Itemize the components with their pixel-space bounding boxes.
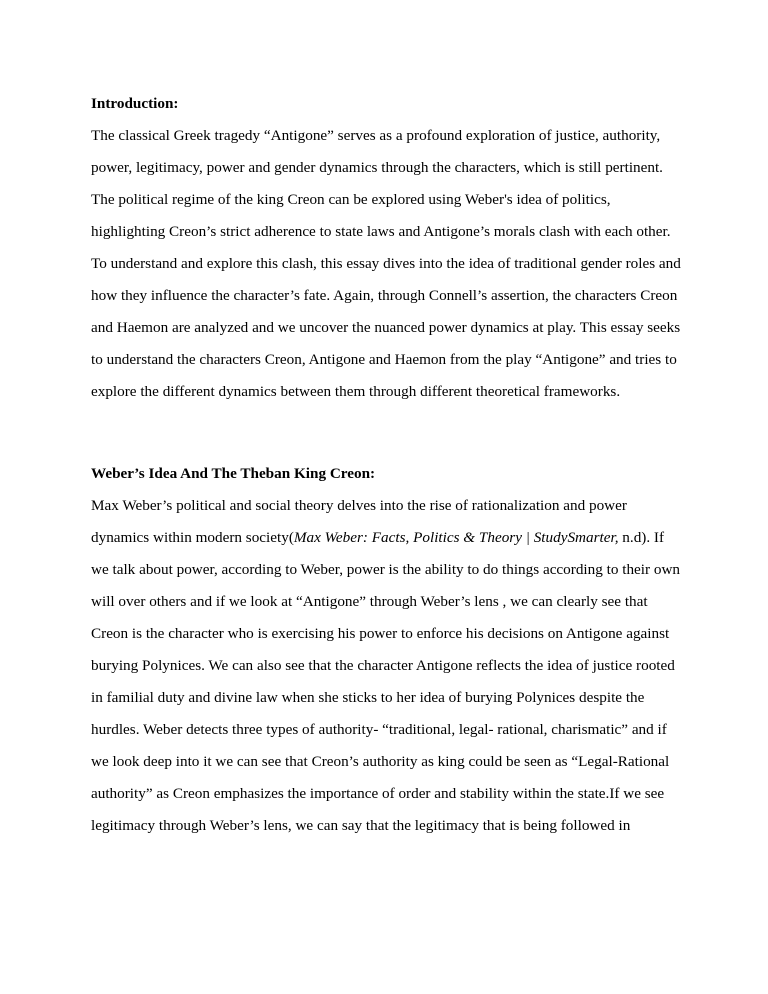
paragraph-line: and Haemon are analyzed and we uncover the nuanced power dynamics at play. This essay seeks xyxy=(91,319,681,336)
paragraph-line: hurdles. Weber detects three types of authority- “traditional, legal- rational, charismatic” and if xyxy=(91,721,667,738)
paragraph-line: The classical Greek tragedy “Antigone” serves as a profound exploration of justice, authority, xyxy=(91,127,661,144)
paragraph-line: in familial duty and divine law when she sticks to her idea of burying Polynices despite the xyxy=(91,689,645,706)
citation-title: Max Weber: Facts, Politics & Theory | StudySmarter, xyxy=(293,529,619,546)
paragraph-line: authority” as Creon emphasizes the importance of order and stability within the state.If we see xyxy=(91,785,665,802)
paragraph-line: burying Polynices. We can also see that the character Antigone reflects the idea of justice rooted xyxy=(91,657,675,674)
paragraph-line: how they influence the character’s fate. Again, through Connell’s assertion, the characters Creon xyxy=(91,287,678,304)
paragraph-line: to understand the characters Creon, Antigone and Haemon from the play “Antigone” and tries to xyxy=(91,351,677,368)
paragraph-line: Creon is the character who is exercising his power to enforce his decisions on Antigone against xyxy=(91,625,670,642)
paragraph-line: To understand and explore this clash, this essay dives into the idea of traditional gender roles and xyxy=(91,255,681,272)
section-heading: Weber’s Idea And The Theban King Creon: xyxy=(91,465,376,482)
line-text: n.d). If xyxy=(618,529,665,546)
paragraph-line: power, legitimacy, power and gender dynamics through the characters, which is still pertinent. xyxy=(91,159,663,176)
section-weber xyxy=(91,458,691,842)
paragraph-line: explore the different dynamics between them through different theoretical frameworks. xyxy=(91,383,621,400)
paragraph-line: legitimacy through Weber’s lens, we can say that the legitimacy that is being followed in xyxy=(91,817,631,834)
line-text: dynamics within modern society( xyxy=(91,529,294,546)
paragraph-line-with-citation xyxy=(91,522,691,554)
paragraph-line: will over others and if we look at “Antigone” through Weber’s lens , we can clearly see that xyxy=(91,593,648,610)
paragraph-line: Max Weber’s political and social theory delves into the rise of rationalization and power xyxy=(91,497,627,514)
paragraph-line: The political regime of the king Creon can be explored using Weber's idea of politics, xyxy=(91,191,611,208)
section-introduction xyxy=(91,88,691,408)
paragraph-line: we look deep into it we can see that Creon’s authority as king could be seen as “Legal-Rational xyxy=(91,753,670,770)
paragraph-line: we talk about power, according to Weber, power is the ability to do things according to their own xyxy=(91,561,681,578)
section-heading: Introduction: xyxy=(91,95,179,112)
paragraph-line: highlighting Creon’s strict adherence to state laws and Antigone’s morals clash with each other. xyxy=(91,223,671,240)
